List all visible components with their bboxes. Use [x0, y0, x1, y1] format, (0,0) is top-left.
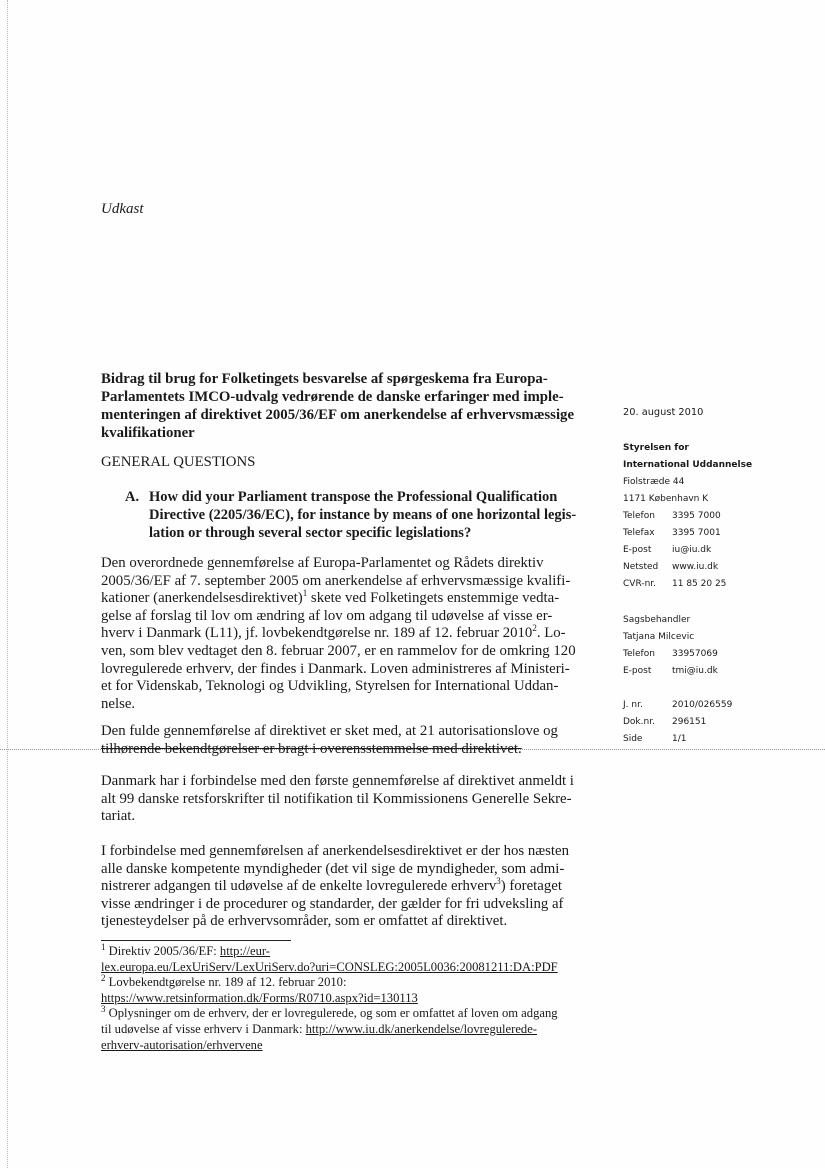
document-date: 20. august 2010: [623, 407, 704, 418]
footnotes: [101, 941, 591, 1053]
handler-name: Tatjana Milcevic: [623, 632, 695, 642]
footnote-link[interactable]: https://www.retsinformation.dk/Forms/R0710.aspx?id=130113: [101, 990, 418, 1005]
draft-label: Udkast: [101, 201, 144, 217]
contact-row: Telefon 33957069: [623, 649, 718, 659]
footnote-ref[interactable]: 2: [532, 623, 537, 634]
handler-heading: Sagsbehandler: [623, 615, 691, 625]
sender-address: [623, 440, 752, 593]
title-line: Parlamentets IMCO-udvalg vedrørende de danske erfaringer med imple-: [101, 389, 564, 405]
paragraph-2: Den fulde gennemførelse af direktivet er sket med, at 21 autorisationslove og tilhørende bekendtgørelser er bragt i overensstemmelse med direktivet.: [101, 723, 558, 757]
footnote-separator: [101, 940, 291, 941]
footnote-1: $^1$ Direktiv 2005/36/EF: http://eur- lex.europa.eu/LexUriServ/LexUriServ.do?uri=CONSLEG:2005L0036:20081211:DA:PDF: [101, 941, 558, 974]
title-line: menteringen af direktivet 2005/36/EF om anerkendelse af erhvervsmæssige: [101, 407, 575, 423]
case-handler: [623, 612, 718, 680]
footnote-ref[interactable]: 3: [496, 876, 501, 887]
reference-row: Dok.nr. 296151: [623, 717, 707, 727]
contact-row: Telefon 3395 7000: [623, 511, 721, 521]
footnote-link[interactable]: lex.europa.eu/LexUriServ/LexUriServ.do?uri=CONSLEG:2005L0036:20081211:DA:PDF: [101, 959, 558, 974]
document-references: [623, 697, 732, 748]
org-city: 1171 København K: [623, 494, 709, 504]
section-heading: GENERAL QUESTIONS: [101, 454, 256, 470]
org-name: Styrelsen for: [623, 443, 689, 453]
title-line: Bidrag til brug for Folketingets besvarelse af spørgeskema fra Europa-: [101, 371, 548, 387]
question-text: How did your Parliament transpose the Professional Qualification Directive (2205/36/EC), for instance by means of one horizontal legis- lation or through several sector specific legislations?: [149, 489, 577, 541]
footnote-2: $^2$ Lovbekendtgørelse nr. 189 af 12. februar 2010: https://www.retsinformation.dk/Forms/R0710.aspx?id=130113: [101, 973, 418, 1005]
document-title: [101, 370, 601, 442]
paragraph-4: I forbindelse med gennemførelsen af anerkendelsesdirektivet er der hos næsten alle danske kompetente myndigheder (det vil sige de myndigheder, som admi- nistrerer adgangen til udøvelse af de enkelte lovregulerede erhverv$^3$) foretaget visse ændringer i de procedurer og standarder, der gælder for fri udveksling af tjenesteydelser på de erhvervsområder, som er omfattet af direktivet.: [101, 843, 569, 930]
reference-row: Side 1/1: [623, 734, 687, 744]
title-line: kvalifikationer: [101, 425, 195, 441]
footnote-link[interactable]: erhverv-autorisation/erhvervene: [101, 1037, 263, 1052]
contact-row: E-post iu@iu.dk: [623, 545, 712, 555]
footnote-ref[interactable]: 1: [302, 588, 308, 599]
paragraph-3: Danmark har i forbindelse med den første gennemførelse af direktivet anmeldt i alt 99 danske retsforskrifter til notifikation til Kommissionens Generelle Sekre- tariat.: [101, 773, 574, 825]
contact-row: Telefax 3395 7001: [623, 528, 721, 538]
contact-row: E-post tmi@iu.dk: [623, 666, 718, 676]
footnote-link[interactable]: http://eur-: [219, 944, 271, 958]
question-a: [125, 488, 595, 542]
org-street: Fiolstræde 44: [623, 477, 685, 487]
footnote-3: $^3$ Oplysninger om de erhverv, der er lovregulerede, og som er omfattet af loven om adgang til udøvelse af visse erhverv i Danmark: http://www.iu.dk/anerkendelse/lovregulerede- erhverv-autorisation/erhvervene: [101, 1004, 558, 1052]
question-letter: A.: [125, 489, 140, 505]
footnote-link[interactable]: http://www.iu.dk/anerkendelse/lovregulerede-: [305, 1021, 537, 1036]
paragraph-1: Den overordnede gennemførelse af Europa-Parlamentet og Rådets direktiv 2005/36/EF af 7. september 2005 om anerkendelse af erhvervsmæssige kvalifi- kationer (anerkendelsesdirektivet)$^1$ skete ved Folketingets enstemmige vedta- gelse af forslag til lov om ændring af lov om adgang til udøvelse af visse er- hverv i Danmark (L11), jf. lovbekendtgørelse nr. 189 af 12. februar 2010$^2$. Lo- ven, som blev vedtaget den 8. februar 2007, er en rammelov for de omkring 120 lovregulerede erhverv, der findes i Danmark. Loven administreres af Ministeri- et for Videnskab, Teknologi og Udvikling, Styrelsen for International Uddan- nelse.: [101, 555, 576, 712]
org-name: International Uddannelse: [623, 460, 753, 470]
contact-row: CVR-nr. 11 85 20 25: [623, 579, 727, 589]
contact-row: Netsted www.iu.dk: [623, 562, 719, 572]
scan-edge: [7, 0, 8, 1168]
reference-row: J. nr. 2010/026559: [623, 700, 733, 710]
